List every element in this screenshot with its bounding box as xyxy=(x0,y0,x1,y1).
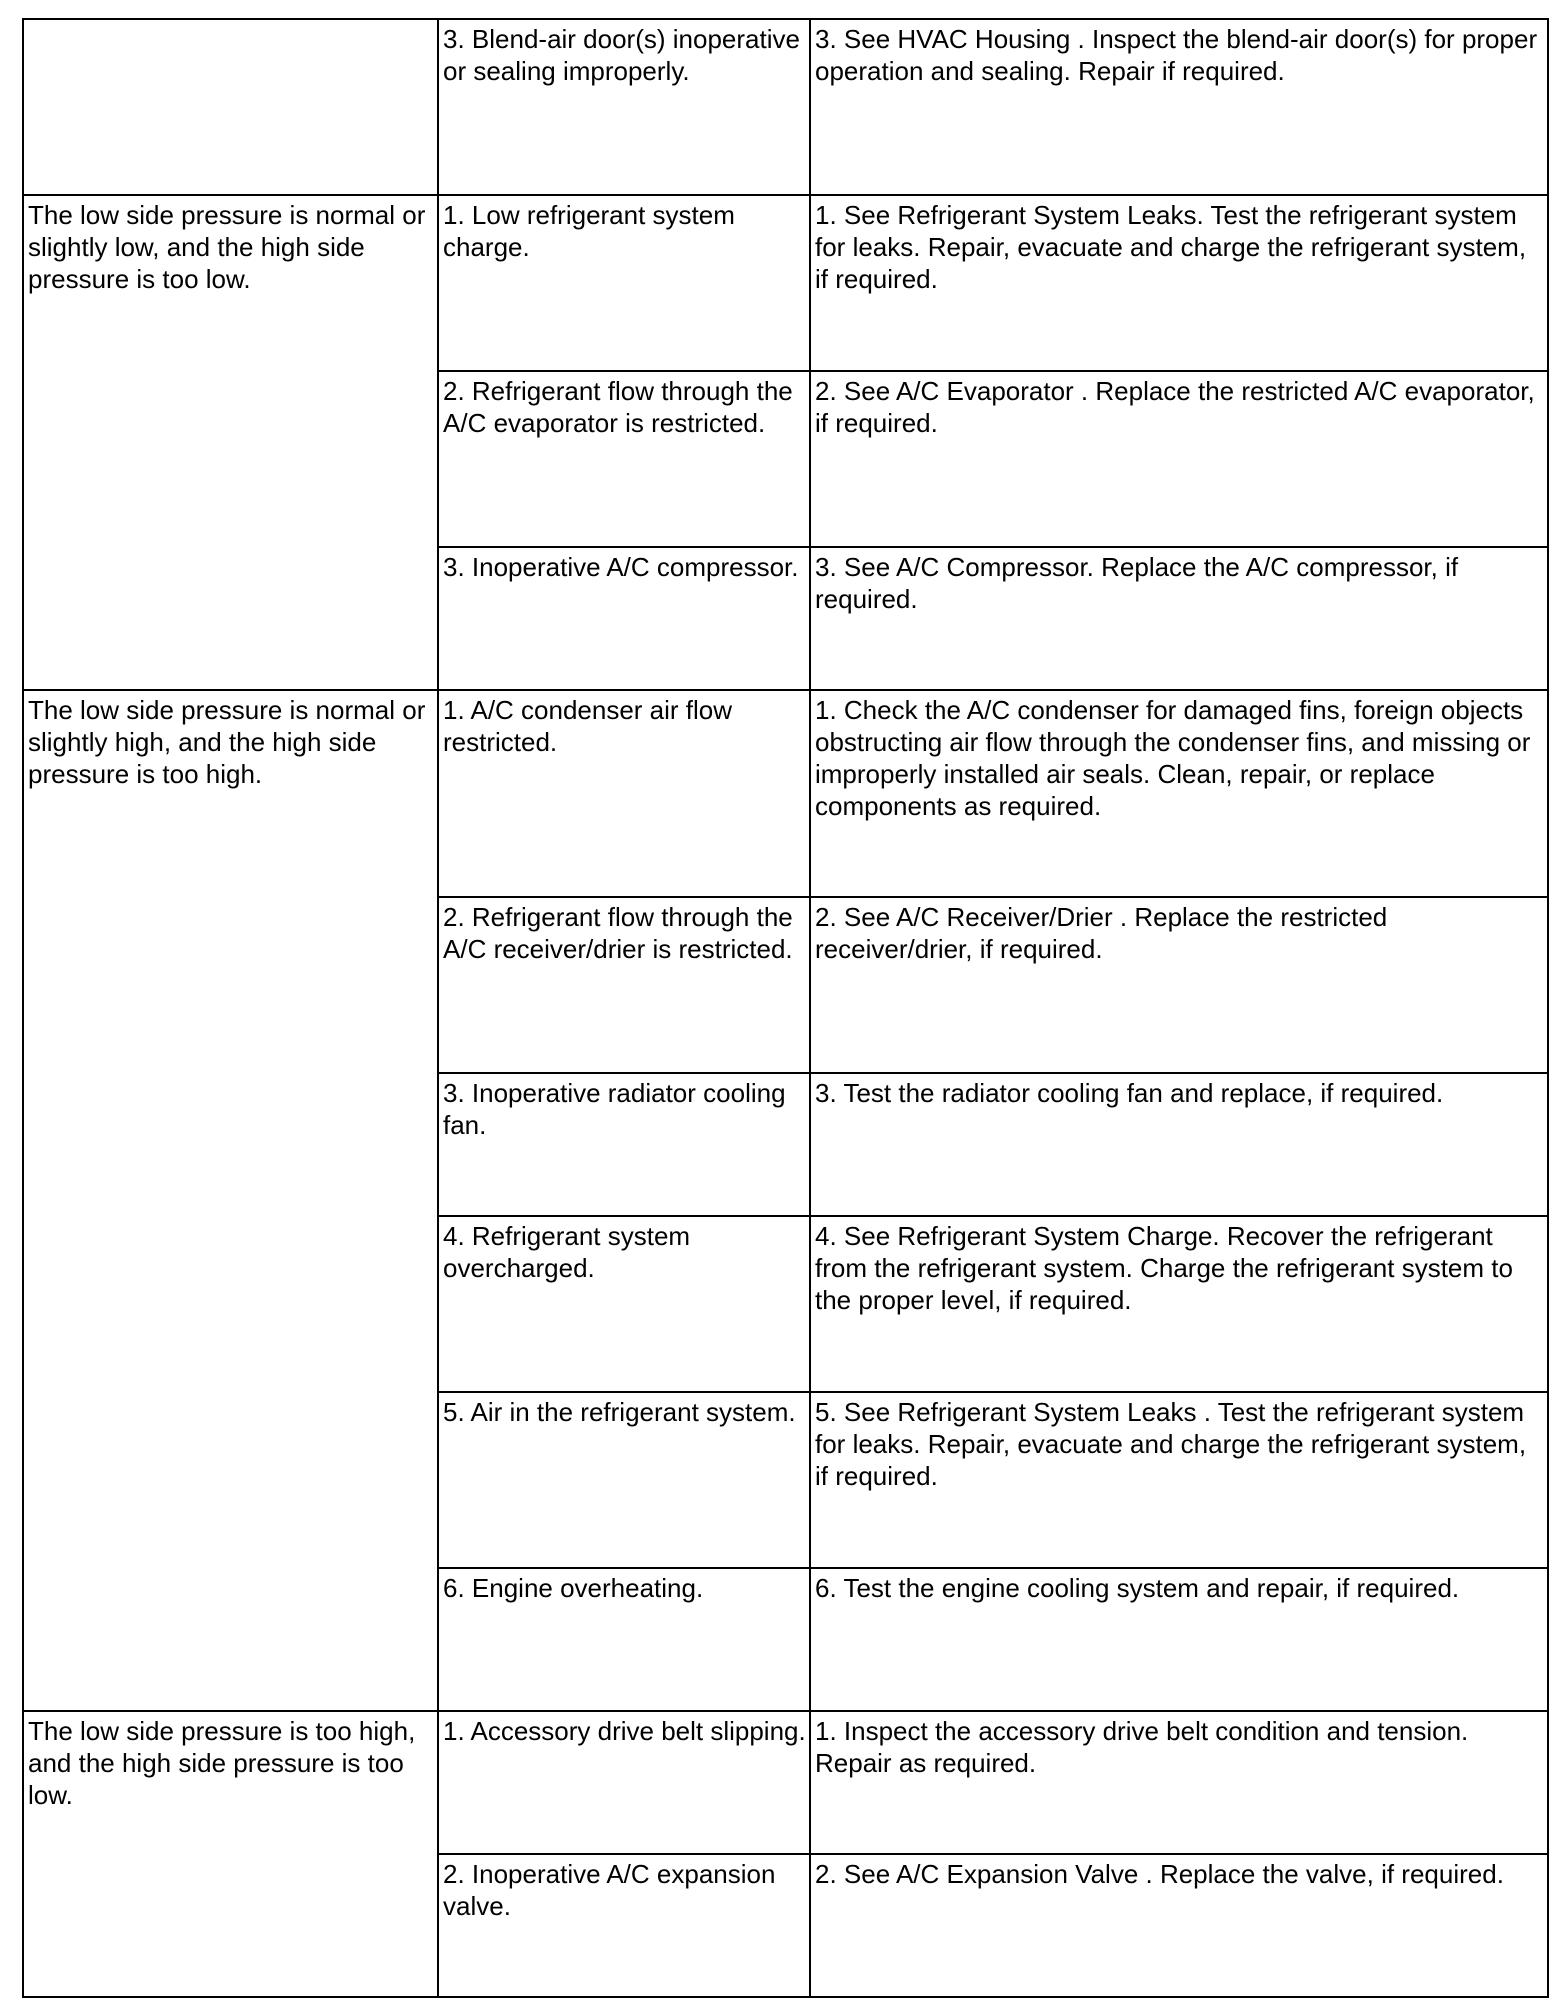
cause-cell: 2. Inoperative A/C expansion valve. xyxy=(438,1854,810,1997)
action-cell: 1. See Refrigerant System Leaks. Test the refrigerant system for leaks. Repair, evacuate and charge the refrigerant system, if required. xyxy=(810,195,1548,371)
action-cell: 1. Check the A/C condenser for damaged fins, foreign objects obstructing air flow through the condenser fins, and missing or improperly installed air seals. Clean, repair, or replace components as required. xyxy=(810,690,1548,897)
action-cell: 3. Test the radiator cooling fan and replace, if required. xyxy=(810,1073,1548,1216)
action-cell: 5. See Refrigerant System Leaks . Test the refrigerant system for leaks. Repair, evacuate and charge the refrigerant system, if required. xyxy=(810,1392,1548,1568)
action-cell: 6. Test the engine cooling system and repair, if required. xyxy=(810,1568,1548,1711)
table-row xyxy=(23,19,1548,195)
cause-cell: 1. Accessory drive belt slipping. xyxy=(438,1711,810,1854)
cause-cell: 5. Air in the refrigerant system. xyxy=(438,1392,810,1568)
diagnosis-table xyxy=(22,18,1549,1998)
condition-cell: The low side pressure is normal or slightly low, and the high side pressure is too low. xyxy=(23,195,438,690)
cause-cell: 1. Low refrigerant system charge. xyxy=(438,195,810,371)
table-row xyxy=(23,690,1548,897)
table-row xyxy=(23,195,1548,371)
action-cell: 3. See A/C Compressor. Replace the A/C compressor, if required. xyxy=(810,547,1548,690)
condition-cell: The low side pressure is too high, and the high side pressure is too low. xyxy=(23,1711,438,1997)
cause-cell: 4. Refrigerant system overcharged. xyxy=(438,1216,810,1392)
action-cell: 3. See HVAC Housing . Inspect the blend-air door(s) for proper operation and sealing. Repair if required. xyxy=(810,19,1548,195)
table-row xyxy=(23,1711,1548,1854)
cause-cell: 3. Blend-air door(s) inoperative or sealing improperly. xyxy=(438,19,810,195)
cause-cell: 3. Inoperative radiator cooling fan. xyxy=(438,1073,810,1216)
action-cell: 1. Inspect the accessory drive belt condition and tension. Repair as required. xyxy=(810,1711,1548,1854)
cause-cell: 2. Refrigerant flow through the A/C evaporator is restricted. xyxy=(438,371,810,547)
cause-cell: 2. Refrigerant flow through the A/C receiver/drier is restricted. xyxy=(438,897,810,1073)
action-cell: 2. See A/C Evaporator . Replace the restricted A/C evaporator, if required. xyxy=(810,371,1548,547)
condition-cell: The low side pressure is normal or slightly high, and the high side pressure is too high. xyxy=(23,690,438,1711)
cause-cell: 3. Inoperative A/C compressor. xyxy=(438,547,810,690)
action-cell: 4. See Refrigerant System Charge. Recover the refrigerant from the refrigerant system. Charge the refrigerant system to the proper level, if required. xyxy=(810,1216,1548,1392)
cause-cell: 6. Engine overheating. xyxy=(438,1568,810,1711)
action-cell: 2. See A/C Expansion Valve . Replace the valve, if required. xyxy=(810,1854,1548,1997)
action-cell: 2. See A/C Receiver/Drier . Replace the restricted receiver/drier, if required. xyxy=(810,897,1548,1073)
cause-cell: 1. A/C condenser air flow restricted. xyxy=(438,690,810,897)
condition-cell xyxy=(23,19,438,195)
